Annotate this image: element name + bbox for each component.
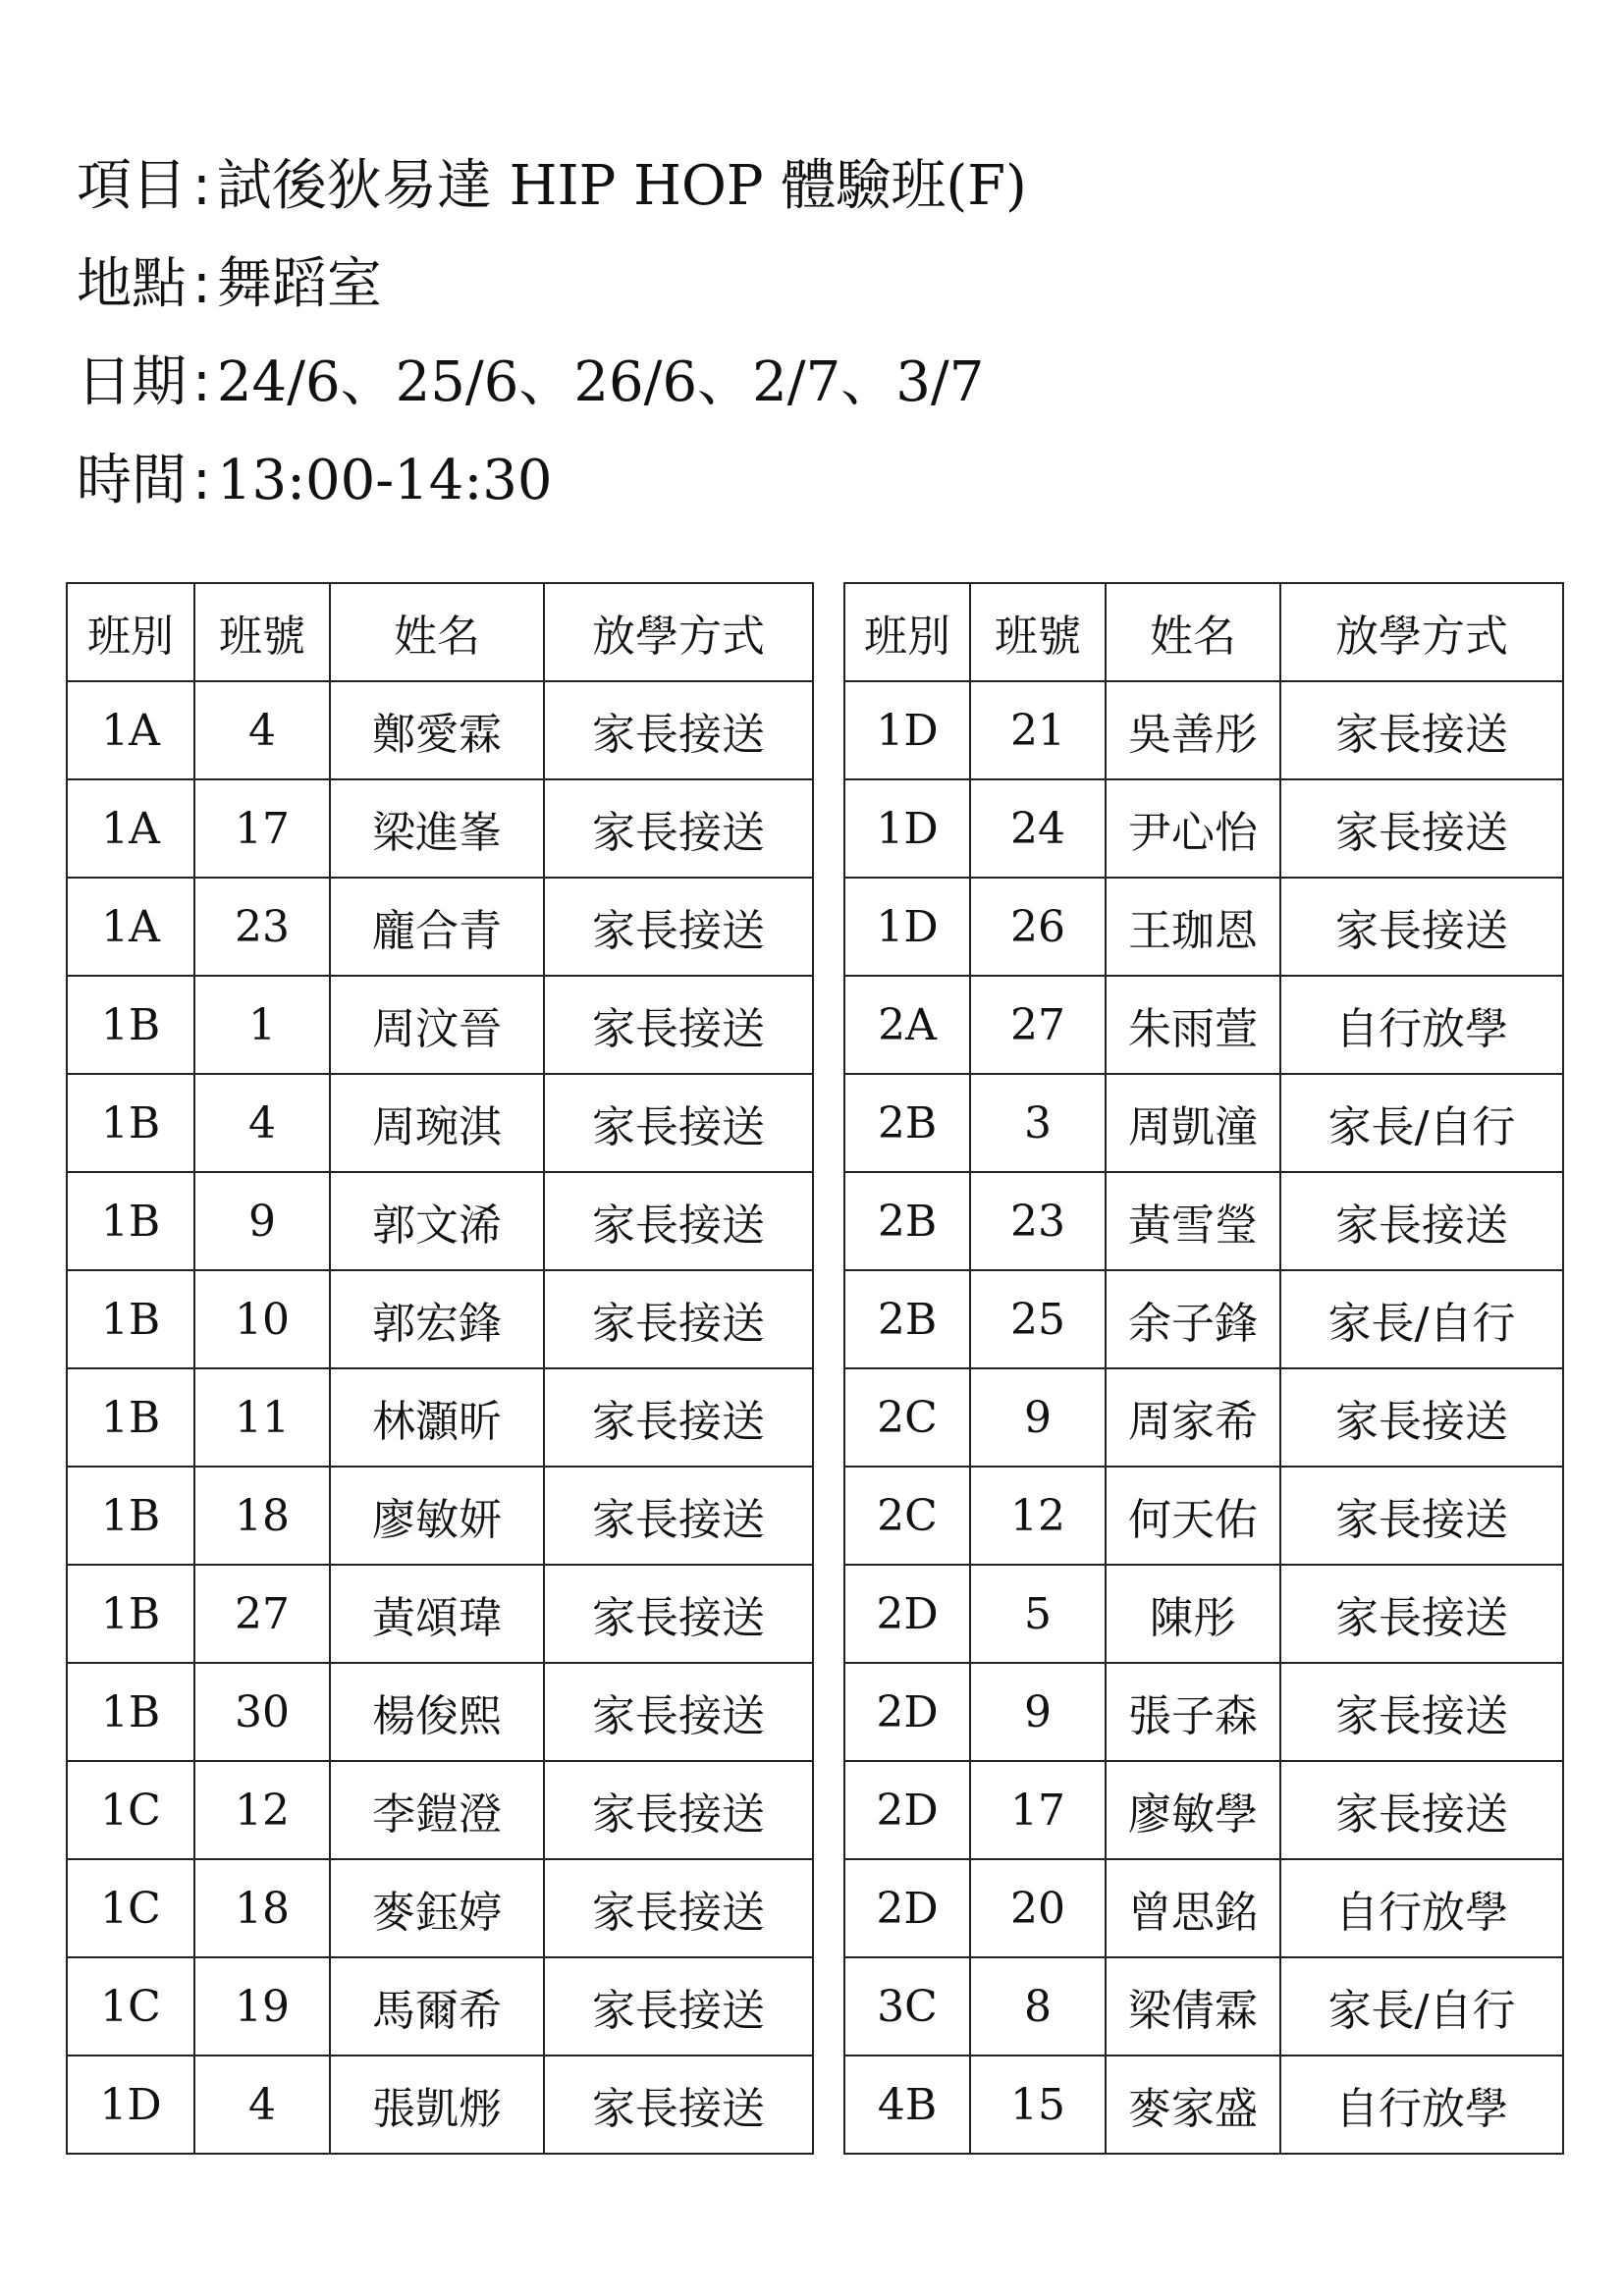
name-cell: 麥鈺婷 bbox=[330, 1859, 544, 1957]
number-cell: 4 bbox=[194, 1074, 330, 1172]
number-cell: 17 bbox=[970, 1761, 1106, 1859]
class-cell: 1C bbox=[67, 1957, 194, 2056]
class-cell: 1D bbox=[844, 779, 970, 878]
method-cell: 家長接送 bbox=[1280, 1761, 1563, 1859]
separator: : bbox=[192, 449, 211, 512]
table-row bbox=[67, 2056, 813, 2154]
method-cell: 家長/自行 bbox=[1280, 1270, 1563, 1368]
class-cell: 2B bbox=[844, 1172, 970, 1270]
table-row bbox=[67, 1074, 813, 1172]
name-cell: 周家希 bbox=[1106, 1368, 1280, 1467]
class-cell: 2C bbox=[844, 1467, 970, 1565]
class-cell: 1B bbox=[67, 1074, 194, 1172]
number-cell: 4 bbox=[194, 2056, 330, 2154]
number-cell: 18 bbox=[194, 1467, 330, 1565]
class-cell: 1D bbox=[844, 681, 970, 779]
method-cell: 家長接送 bbox=[1280, 1565, 1563, 1663]
name-cell: 王珈恩 bbox=[1106, 878, 1280, 976]
method-cell: 家長接送 bbox=[544, 878, 813, 976]
number-cell: 4 bbox=[194, 681, 330, 779]
class-cell: 1D bbox=[67, 2056, 194, 2154]
table-row bbox=[844, 1565, 1563, 1663]
table-row bbox=[67, 1172, 813, 1270]
table-row bbox=[67, 878, 813, 976]
table-row bbox=[67, 1761, 813, 1859]
table-row bbox=[844, 1761, 1563, 1859]
number-cell: 9 bbox=[970, 1663, 1106, 1761]
name-cell: 林灝昕 bbox=[330, 1368, 544, 1467]
method-cell: 家長接送 bbox=[544, 1270, 813, 1368]
name-cell: 麥家盛 bbox=[1106, 2056, 1280, 2154]
method-cell: 家長接送 bbox=[1280, 1663, 1563, 1761]
number-cell: 1 bbox=[194, 976, 330, 1074]
dates-label: 日期 bbox=[77, 350, 187, 414]
name-cell: 曾思銘 bbox=[1106, 1859, 1280, 1957]
table-row bbox=[844, 779, 1563, 878]
number-cell: 27 bbox=[194, 1565, 330, 1663]
table-row bbox=[844, 878, 1563, 976]
number-cell: 21 bbox=[970, 681, 1106, 779]
method-cell: 家長/自行 bbox=[1280, 1957, 1563, 2056]
table-row bbox=[844, 1467, 1563, 1565]
class-cell: 1A bbox=[67, 681, 194, 779]
table-row bbox=[67, 1270, 813, 1368]
column-header-class: 班別 bbox=[67, 583, 194, 681]
column-header-class: 班別 bbox=[844, 583, 970, 681]
table-row bbox=[844, 681, 1563, 779]
table-row bbox=[844, 2056, 1563, 2154]
number-cell: 27 bbox=[970, 976, 1106, 1074]
name-cell: 黃雪瑩 bbox=[1106, 1172, 1280, 1270]
name-cell: 郭宏鋒 bbox=[330, 1270, 544, 1368]
table-row bbox=[67, 976, 813, 1074]
name-cell: 周凱潼 bbox=[1106, 1074, 1280, 1172]
table-row bbox=[67, 1663, 813, 1761]
dates-line bbox=[77, 342, 1027, 440]
location-value: 舞蹈室 bbox=[216, 252, 382, 316]
number-cell: 5 bbox=[970, 1565, 1106, 1663]
method-cell: 家長接送 bbox=[1280, 1368, 1563, 1467]
table-row bbox=[67, 681, 813, 779]
table-row bbox=[67, 1565, 813, 1663]
roster-table-left bbox=[66, 582, 814, 2155]
number-cell: 17 bbox=[194, 779, 330, 878]
class-cell: 1B bbox=[67, 1270, 194, 1368]
class-cell: 2B bbox=[844, 1074, 970, 1172]
column-header-number: 班號 bbox=[194, 583, 330, 681]
name-cell: 朱雨萱 bbox=[1106, 976, 1280, 1074]
method-cell: 家長接送 bbox=[544, 1761, 813, 1859]
column-header-number: 班號 bbox=[970, 583, 1106, 681]
location-line bbox=[77, 243, 1027, 342]
method-cell: 家長接送 bbox=[544, 1467, 813, 1565]
method-cell: 家長接送 bbox=[544, 1368, 813, 1467]
class-cell: 1D bbox=[844, 878, 970, 976]
number-cell: 25 bbox=[970, 1270, 1106, 1368]
class-cell: 1B bbox=[67, 1467, 194, 1565]
number-cell: 12 bbox=[194, 1761, 330, 1859]
name-cell: 周琬淇 bbox=[330, 1074, 544, 1172]
table-row bbox=[844, 1957, 1563, 2056]
class-cell: 2B bbox=[844, 1270, 970, 1368]
table-row bbox=[67, 779, 813, 878]
method-cell: 自行放學 bbox=[1280, 1859, 1563, 1957]
method-cell: 自行放學 bbox=[1280, 976, 1563, 1074]
location-label: 地點 bbox=[77, 252, 187, 316]
class-cell: 2A bbox=[844, 976, 970, 1074]
table-row bbox=[844, 1663, 1563, 1761]
number-cell: 19 bbox=[194, 1957, 330, 2056]
column-header-method: 放學方式 bbox=[1280, 583, 1563, 681]
number-cell: 11 bbox=[194, 1368, 330, 1467]
method-cell: 家長接送 bbox=[544, 681, 813, 779]
table-header-row bbox=[67, 583, 813, 681]
table-row bbox=[67, 1957, 813, 2056]
project-line bbox=[77, 145, 1027, 243]
number-cell: 3 bbox=[970, 1074, 1106, 1172]
number-cell: 15 bbox=[970, 2056, 1106, 2154]
column-header-name: 姓名 bbox=[1106, 583, 1280, 681]
method-cell: 家長接送 bbox=[544, 1074, 813, 1172]
project-value: 試後狄易達 HIP HOP 體驗班(F) bbox=[216, 154, 1027, 218]
number-cell: 18 bbox=[194, 1859, 330, 1957]
method-cell: 家長/自行 bbox=[1280, 1074, 1563, 1172]
time-label: 時間 bbox=[77, 449, 187, 512]
table-row bbox=[844, 1859, 1563, 1957]
number-cell: 8 bbox=[970, 1957, 1106, 2056]
class-cell: 1A bbox=[67, 878, 194, 976]
name-cell: 郭文浠 bbox=[330, 1172, 544, 1270]
name-cell: 廖敏妍 bbox=[330, 1467, 544, 1565]
class-cell: 2D bbox=[844, 1565, 970, 1663]
method-cell: 家長接送 bbox=[1280, 878, 1563, 976]
dates-value: 24/6、25/6、26/6、2/7、3/7 bbox=[216, 350, 985, 414]
column-header-method: 放學方式 bbox=[544, 583, 813, 681]
table-row bbox=[844, 1368, 1563, 1467]
number-cell: 9 bbox=[970, 1368, 1106, 1467]
column-header-name: 姓名 bbox=[330, 583, 544, 681]
name-cell: 黃頌瑋 bbox=[330, 1565, 544, 1663]
project-label: 項目 bbox=[77, 154, 187, 218]
name-cell: 張凱烿 bbox=[330, 2056, 544, 2154]
class-cell: 1C bbox=[67, 1859, 194, 1957]
number-cell: 12 bbox=[970, 1467, 1106, 1565]
method-cell: 家長接送 bbox=[1280, 681, 1563, 779]
method-cell: 家長接送 bbox=[544, 1859, 813, 1957]
method-cell: 家長接送 bbox=[544, 1565, 813, 1663]
method-cell: 家長接送 bbox=[1280, 1467, 1563, 1565]
number-cell: 10 bbox=[194, 1270, 330, 1368]
name-cell: 吳善彤 bbox=[1106, 681, 1280, 779]
name-cell: 何天佑 bbox=[1106, 1467, 1280, 1565]
separator: : bbox=[192, 252, 211, 316]
number-cell: 24 bbox=[970, 779, 1106, 878]
document-header bbox=[77, 145, 1027, 538]
name-cell: 張子森 bbox=[1106, 1663, 1280, 1761]
table-row bbox=[844, 1270, 1563, 1368]
class-cell: 1B bbox=[67, 1663, 194, 1761]
name-cell: 鄭愛霖 bbox=[330, 681, 544, 779]
table-row bbox=[844, 976, 1563, 1074]
name-cell: 尹心怡 bbox=[1106, 779, 1280, 878]
number-cell: 30 bbox=[194, 1663, 330, 1761]
class-cell: 2D bbox=[844, 1663, 970, 1761]
name-cell: 楊俊熙 bbox=[330, 1663, 544, 1761]
name-cell: 周汶晉 bbox=[330, 976, 544, 1074]
table-row bbox=[67, 1859, 813, 1957]
number-cell: 9 bbox=[194, 1172, 330, 1270]
method-cell: 家長接送 bbox=[1280, 1172, 1563, 1270]
method-cell: 家長接送 bbox=[544, 976, 813, 1074]
table-row bbox=[67, 1467, 813, 1565]
method-cell: 家長接送 bbox=[544, 2056, 813, 2154]
class-cell: 1B bbox=[67, 1368, 194, 1467]
time-value: 13:00-14:30 bbox=[216, 449, 553, 512]
class-cell: 1C bbox=[67, 1761, 194, 1859]
class-cell: 2D bbox=[844, 1761, 970, 1859]
name-cell: 廖敏學 bbox=[1106, 1761, 1280, 1859]
table-header-row bbox=[844, 583, 1563, 681]
number-cell: 23 bbox=[970, 1172, 1106, 1270]
method-cell: 家長接送 bbox=[1280, 779, 1563, 878]
table-row bbox=[844, 1074, 1563, 1172]
name-cell: 龐合青 bbox=[330, 878, 544, 976]
class-cell: 2D bbox=[844, 1859, 970, 1957]
separator: : bbox=[192, 350, 211, 414]
number-cell: 23 bbox=[194, 878, 330, 976]
class-cell: 2C bbox=[844, 1368, 970, 1467]
class-cell: 3C bbox=[844, 1957, 970, 2056]
class-cell: 1B bbox=[67, 1565, 194, 1663]
method-cell: 家長接送 bbox=[544, 1663, 813, 1761]
method-cell: 家長接送 bbox=[544, 1172, 813, 1270]
time-line bbox=[77, 440, 1027, 538]
number-cell: 26 bbox=[970, 878, 1106, 976]
name-cell: 余子鋒 bbox=[1106, 1270, 1280, 1368]
method-cell: 家長接送 bbox=[544, 1957, 813, 2056]
table-row bbox=[67, 1368, 813, 1467]
roster-table-right bbox=[843, 582, 1564, 2155]
name-cell: 陳彤 bbox=[1106, 1565, 1280, 1663]
class-cell: 1A bbox=[67, 779, 194, 878]
name-cell: 馬爾希 bbox=[330, 1957, 544, 2056]
separator: : bbox=[192, 154, 211, 218]
method-cell: 家長接送 bbox=[544, 779, 813, 878]
class-cell: 4B bbox=[844, 2056, 970, 2154]
method-cell: 自行放學 bbox=[1280, 2056, 1563, 2154]
name-cell: 李鎧澄 bbox=[330, 1761, 544, 1859]
table-row bbox=[844, 1172, 1563, 1270]
name-cell: 梁進峯 bbox=[330, 779, 544, 878]
name-cell: 梁倩霖 bbox=[1106, 1957, 1280, 2056]
number-cell: 20 bbox=[970, 1859, 1106, 1957]
class-cell: 1B bbox=[67, 976, 194, 1074]
class-cell: 1B bbox=[67, 1172, 194, 1270]
